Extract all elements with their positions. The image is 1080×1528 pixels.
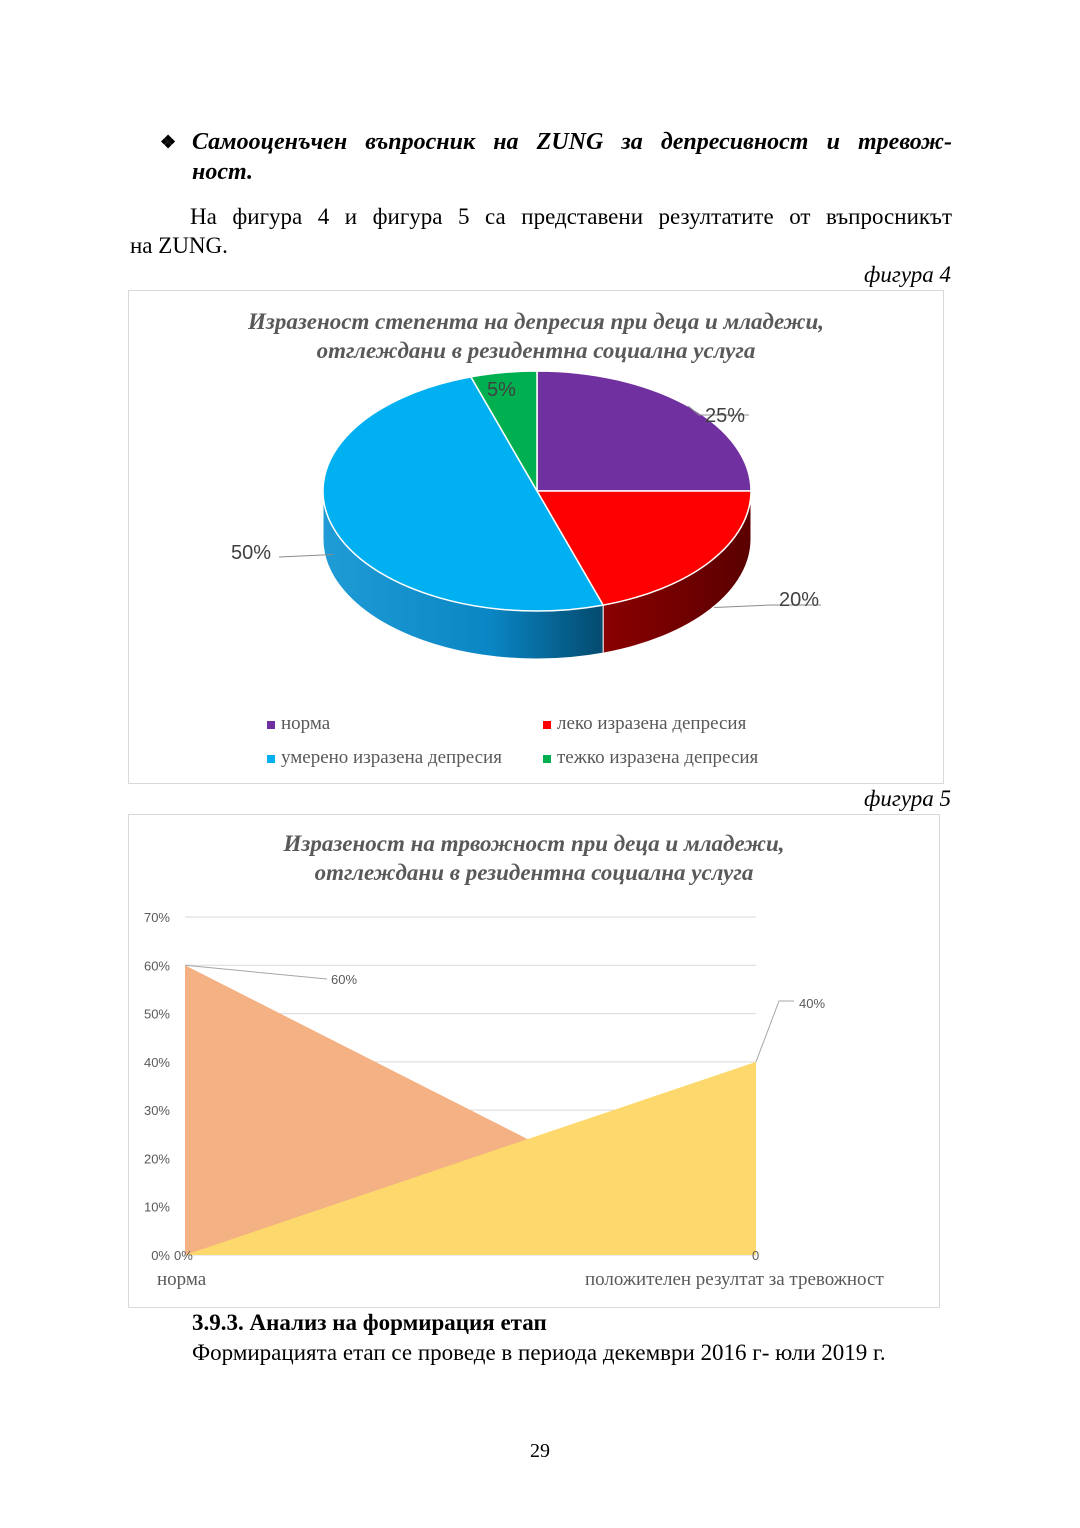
legend-item-norma: норма [267, 713, 330, 735]
pie-data-label: 25% [705, 405, 746, 427]
figure4-caption: фигура 4 [864, 262, 951, 287]
heading-line-1: Самооценъчен въпросник на ZUNG за депресивност и тревож- [192, 129, 952, 155]
legend-swatch-icon [543, 721, 551, 729]
pie-title-line-1: Изразеност степента на депресия при деца и младежи, [247, 309, 825, 334]
diamond-bullet-icon: ❖ [160, 132, 177, 152]
section-text: Формирацията етап се проведе в периода декември 2016 г- юли 2019 г. [192, 1340, 886, 1365]
y-tick-label: 60% [143, 958, 170, 974]
area-data-label: 60% [331, 972, 358, 987]
pie-chart-svg [129, 291, 943, 783]
area-title-line-2: отглеждани в резидентна социална услуга [314, 860, 754, 885]
x-category-norma: норма [157, 1269, 207, 1290]
legend-swatch-icon [543, 755, 551, 763]
pie-data-label: 5% [487, 379, 516, 401]
legend-item-severe: тежко изразена депресия [543, 747, 758, 769]
area-data-label: 0 [752, 1248, 760, 1263]
area-title-line-1: Изразеност на трвожност при деца и младежи, [283, 831, 785, 856]
pie-data-label: 20% [779, 589, 820, 611]
page-number: 29 [530, 1440, 550, 1462]
y-tick-label: 50% [143, 1006, 170, 1022]
y-tick-label: 0% [151, 1248, 170, 1263]
area-data-label: 0% [174, 1248, 193, 1263]
intro-paragraph [130, 202, 952, 260]
section-title: 3.9.3. Анализ на формирация етап [192, 1310, 547, 1335]
pie-slice-0 [537, 371, 751, 491]
pie-data-label: 50% [231, 542, 272, 564]
area-y-ticks [144, 910, 170, 1263]
legend-swatch-icon [267, 721, 275, 729]
y-tick-label: 70% [143, 910, 170, 925]
heading-line-2: ност. [192, 159, 253, 185]
y-tick-label: 10% [143, 1199, 170, 1215]
intro-line-1: На фигура 4 и фигура 5 са представени резултатите от въпросникът [190, 204, 952, 229]
pie-slices [323, 371, 751, 659]
area-leader-line [756, 1001, 794, 1062]
area-chart-svg [129, 815, 939, 1307]
y-tick-label: 40% [143, 1054, 170, 1070]
pie-chart-frame [128, 290, 944, 784]
legend-swatch-icon [267, 755, 275, 763]
area-data-label: 40% [799, 996, 826, 1011]
pie-title-line-2: отглеждани в резидентна социална услуга [316, 338, 756, 363]
y-tick-label: 30% [143, 1103, 170, 1119]
area-chart-frame [128, 814, 940, 1308]
y-tick-label: 20% [143, 1151, 170, 1167]
figure5-caption: фигура 5 [864, 786, 951, 811]
legend-item-moderate: умерено изразена депресия [267, 747, 502, 769]
intro-line-2: на ZUNG. [130, 233, 228, 258]
legend-item-mild: леко изразена депресия [543, 713, 746, 735]
x-category-positive: положителен резултат за тревожност [585, 1269, 884, 1290]
